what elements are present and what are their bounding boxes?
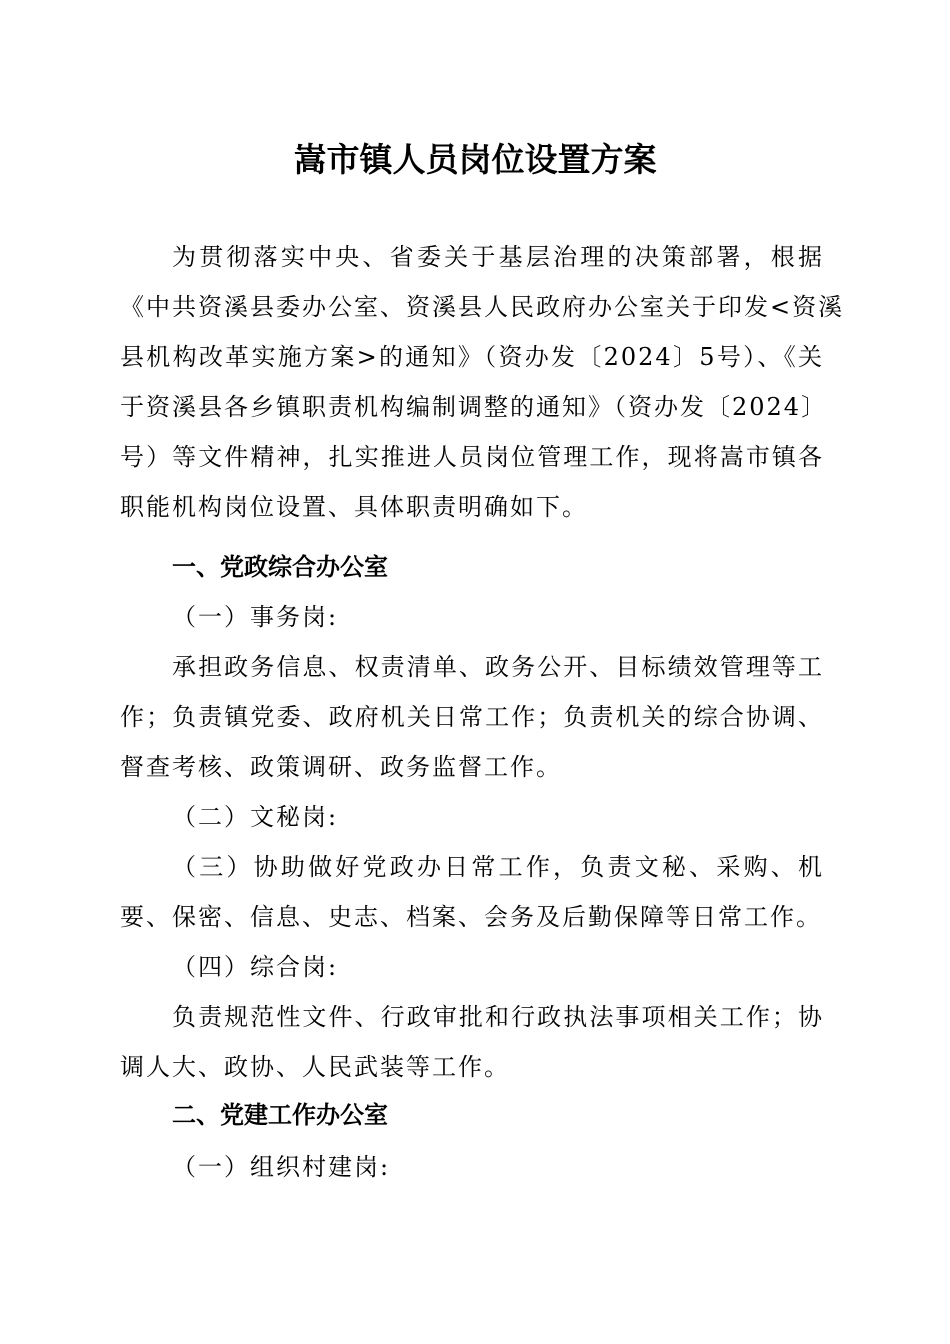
post-body-line: 作；负责镇党委、政府机关日常工作；负责机关的综合协调、 bbox=[120, 703, 824, 731]
intro-line-4: 于资溪县各乡镇职责机构编制调整的通知》（资办发〔2024〕 bbox=[120, 393, 828, 421]
post-label: （一）事务岗: bbox=[172, 603, 339, 631]
post-body-line: 调人大、政协、人民武装等工作。 bbox=[120, 1053, 510, 1081]
section-heading-1: 一、党政综合办公室 bbox=[172, 553, 388, 581]
section-heading-2: 二、党建工作办公室 bbox=[172, 1101, 388, 1129]
document-title: 嵩市镇人员岗位设置方案 bbox=[293, 140, 657, 179]
intro-line-3: 县机构改革实施方案>的通知》（资办发〔2024〕5号）、《关 bbox=[120, 343, 824, 371]
post-body-line: 要、保密、信息、史志、档案、会务及后勤保障等日常工作。 bbox=[120, 903, 822, 931]
intro-line-6: 职能机构岗位设置、具体职责明确如下。 bbox=[120, 493, 588, 521]
post-body-line: 督查考核、政策调研、政务监督工作。 bbox=[120, 753, 562, 781]
intro-line-2: 《中共资溪县委办公室、资溪县人民政府办公室关于印发<资溪 bbox=[120, 293, 845, 321]
post-body-line: 负责规范性文件、行政审批和行政执法事项相关工作；协 bbox=[172, 1003, 824, 1031]
intro-line-5: 号）等文件精神，扎实推进人员岗位管理工作，现将嵩市镇各 bbox=[120, 443, 824, 471]
intro-line-1: 为贯彻落实中央、省委关于基层治理的决策部署，根据 bbox=[172, 243, 824, 271]
post-label: （四）综合岗: bbox=[172, 953, 339, 981]
post-body-line: （三）协助做好党政办日常工作，负责文秘、采购、机 bbox=[172, 853, 824, 881]
post-label: （二）文秘岗: bbox=[172, 803, 339, 831]
post-label: （一）组织村建岗: bbox=[172, 1153, 391, 1181]
post-body-line: 承担政务信息、权责清单、政务公开、目标绩效管理等工 bbox=[172, 653, 824, 681]
